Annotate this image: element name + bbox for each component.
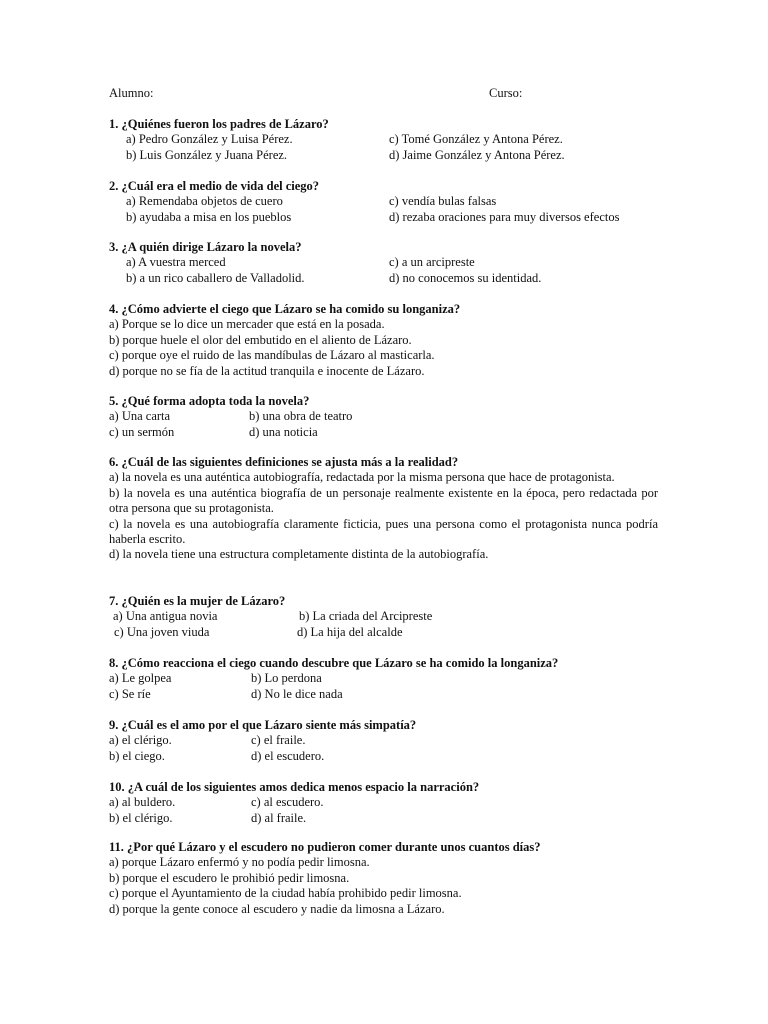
options-row-2 <box>109 749 658 764</box>
options-row-2 <box>109 687 658 702</box>
option-d: d) porque la gente conoce al escudero y nadie da limosna a Lázaro. <box>109 901 445 916</box>
option-d: d) la novela tiene una estructura completamente distinta de la autobiografía. <box>109 547 489 562</box>
options-row-2 <box>109 210 658 225</box>
option-b: b) porque huele el olor del embutido en el aliento de Lázaro. <box>109 332 412 347</box>
options-row-1 <box>109 609 658 624</box>
option-d: d) No le dice nada <box>251 686 343 701</box>
question-title: 5. ¿Qué forma adopta toda la novela? <box>109 394 310 408</box>
option-d: d) el escudero. <box>251 748 325 763</box>
question-3 <box>109 240 658 286</box>
option-b: b) el clérigo. <box>109 810 173 825</box>
option-a: a) Una antigua novia <box>113 609 218 624</box>
student-header <box>109 86 658 102</box>
option-a: a) al buldero. <box>109 795 176 810</box>
option-b: b) ayudaba a misa en los pueblos <box>126 209 292 224</box>
question-6 <box>109 455 658 563</box>
option-d: d) al fraile. <box>251 810 307 825</box>
option-a: a) Le golpea <box>109 671 172 686</box>
question-title: 1. ¿Quiénes fueron los padres de Lázaro? <box>109 117 329 131</box>
option-b: b) a un rico caballero de Valladolid. <box>126 270 305 285</box>
option-c: c) vendía bulas falsas <box>389 194 497 209</box>
option-a: a) Porque se lo dice un mercader que está en la posada. <box>109 317 385 332</box>
option-c: c) a un arcipreste <box>389 255 475 270</box>
question-title: 6. ¿Cuál de las siguientes definiciones se ajusta más a la realidad? <box>109 455 459 469</box>
option-b: b) la novela es una auténtica biografía de un personaje realmente existente en la época, pero redactada por otra persona que su protagonista. <box>109 485 658 516</box>
question-2 <box>109 179 658 225</box>
options-row-2 <box>109 425 658 440</box>
option-a: a) la novela es una auténtica autobiografía, redactada por la misma persona que hace de protagonista. <box>109 470 615 485</box>
question-8 <box>109 656 658 702</box>
options-row-1 <box>109 409 658 424</box>
option-a: a) Pedro González y Luisa Pérez. <box>126 132 293 147</box>
options-row-2 <box>109 148 658 163</box>
options-row-2 <box>109 271 658 286</box>
option-d: d) Jaime González y Antona Pérez. <box>389 147 565 162</box>
question-9 <box>109 718 658 764</box>
option-a: a) Una carta <box>109 409 171 424</box>
option-a: a) A vuestra merced <box>126 255 226 270</box>
options-row-1 <box>109 733 658 748</box>
question-1 <box>109 117 658 163</box>
options-row-2 <box>109 625 658 640</box>
option-d: d) La hija del alcalde <box>297 624 403 639</box>
option-a: a) Remendaba objetos de cuero <box>126 194 283 209</box>
option-b: b) una obra de teatro <box>249 409 353 424</box>
options-row-1 <box>109 194 658 209</box>
question-title: 8. ¿Cómo reacciona el ciego cuando descubre que Lázaro se ha comido la longaniza? <box>109 656 559 670</box>
question-title: 11. ¿Por qué Lázaro y el escudero no pudieron comer durante unos cuantos días? <box>109 840 541 854</box>
option-c: c) porque el Ayuntamiento de la ciudad había prohibido pedir limosna. <box>109 886 462 901</box>
option-d: d) no conocemos su identidad. <box>389 270 542 285</box>
student-name-label: Alumno: <box>109 86 154 100</box>
question-title: 4. ¿Cómo advierte el ciego que Lázaro se ha comido su longaniza? <box>109 302 461 316</box>
options-row-1 <box>109 132 658 147</box>
question-title: 3. ¿A quién dirige Lázaro la novela? <box>109 240 302 254</box>
question-title: 2. ¿Cuál era el medio de vida del ciego? <box>109 179 320 193</box>
options-row-1 <box>109 671 658 686</box>
options-row-1 <box>109 255 658 270</box>
option-c: c) la novela es una autobiografía claramente ficticia, pues una persona como el protagonista nunca podría haberla escrito. <box>109 516 658 547</box>
question-4 <box>109 302 658 379</box>
option-b: b) Lo perdona <box>251 671 322 686</box>
question-10 <box>109 780 658 826</box>
question-title: 10. ¿A cuál de los siguientes amos dedica menos espacio la narración? <box>109 780 480 794</box>
question-title: 9. ¿Cuál es el amo por el que Lázaro siente más simpatía? <box>109 718 417 732</box>
question-11 <box>109 840 658 917</box>
option-c: c) al escudero. <box>251 795 324 810</box>
option-c: c) Se ríe <box>109 686 151 701</box>
option-c: c) el fraile. <box>251 733 306 748</box>
options-row-1 <box>109 795 658 810</box>
option-d: d) porque no se fía de la actitud tranquila e inocente de Lázaro. <box>109 363 425 378</box>
option-a: a) el clérigo. <box>109 733 172 748</box>
option-c: c) Una joven viuda <box>114 624 210 639</box>
option-b: b) porque el escudero le prohibió pedir limosna. <box>109 870 350 885</box>
question-5 <box>109 394 658 440</box>
options-row-2 <box>109 811 658 826</box>
option-b: b) el ciego. <box>109 748 165 763</box>
course-label: Curso: <box>489 86 523 100</box>
question-7 <box>109 594 658 640</box>
question-title: 7. ¿Quién es la mujer de Lázaro? <box>109 594 286 608</box>
option-a: a) porque Lázaro enfermó y no podía pedir limosna. <box>109 855 370 870</box>
option-b: b) Luis González y Juana Pérez. <box>126 147 288 162</box>
option-d: d) rezaba oraciones para muy diversos efectos <box>389 209 620 224</box>
option-b: b) La criada del Arcipreste <box>299 609 433 624</box>
option-c: c) un sermón <box>109 424 175 439</box>
option-c: c) porque oye el ruido de las mandíbulas de Lázaro al masticarla. <box>109 348 435 363</box>
option-d: d) una noticia <box>249 424 318 439</box>
option-c: c) Tomé González y Antona Pérez. <box>389 132 563 147</box>
